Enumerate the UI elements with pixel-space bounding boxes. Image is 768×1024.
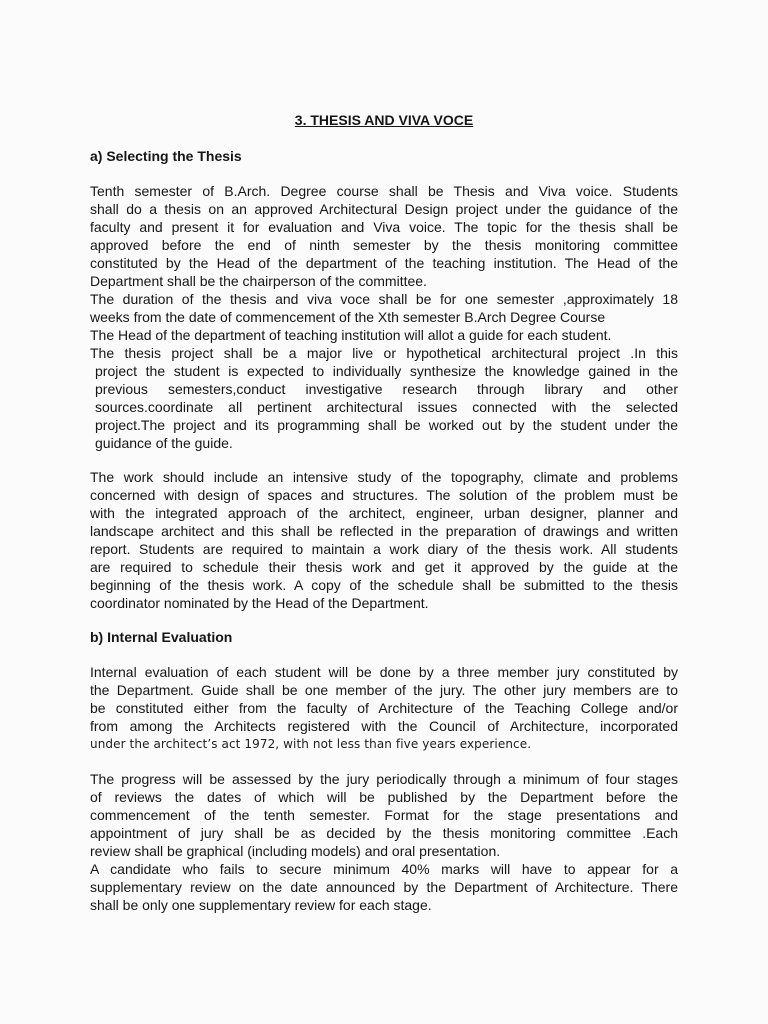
text-line: review shall be graphical (including models) and oral presentation. (90, 843, 501, 859)
text-line: appointment of jury shall be as decided by the thesis monitoring committee .Each (90, 825, 678, 841)
text-line: with the integrated approach of the architect, engineer, urban designer, planner and (90, 505, 678, 521)
section-a-paragraph-5 (90, 468, 678, 612)
text-line: commencement of the tenth semester. Format for the stage presentations and (90, 807, 678, 823)
section-a-paragraph-1 (90, 182, 678, 362)
page-title: 3. THESIS AND VIVA VOCE (294, 112, 474, 128)
text-line: beginning of the thesis work. A copy of the schedule shall be submitted to the thesis (90, 577, 678, 593)
text-line: are required to schedule their thesis work and get it approved by the guide at the (90, 559, 678, 575)
text-line: Internal evaluation of each student will be done by a three member jury constituted by (90, 664, 678, 680)
text-line: The thesis project shall be a major live or hypothetical architectural project .In this (90, 345, 678, 361)
text-line: The work should include an intensive study of the topography, climate and problems (90, 469, 678, 485)
section-b-heading: b) Internal Evaluation (90, 629, 233, 645)
text-line: landscape architect and this shall be reflected in the preparation of drawings and written (90, 523, 678, 539)
text-line: The Head of the department of teaching institution will allot a guide for each student. (90, 327, 612, 343)
text-line: shall be only one supplementary review for each stage. (90, 897, 432, 913)
text-line: project the student is expected to individually synthesize the knowledge gained in the (95, 363, 678, 379)
text-line: weeks from the date of commencement of the Xth semester B.Arch Degree Course (90, 309, 606, 325)
section-a-heading: a) Selecting the Thesis (90, 148, 242, 164)
text-line: the Department. Guide shall be one member of the jury. The other jury members are to (90, 682, 678, 698)
section-b-paragraph-1 (90, 663, 678, 753)
text-line: of reviews the dates of which will be published by the Department before the (90, 789, 678, 805)
text-line: sources.coordinate all pertinent architectural issues connected with the selected (95, 399, 678, 415)
text-line: guidance of the guide. (95, 435, 233, 451)
text-line: The duration of the thesis and viva voce shall be for one semester ,approximately 18 (90, 291, 678, 307)
section-a-paragraph-4 (95, 362, 678, 452)
text-line: Tenth semester of B.Arch. Degree course shall be Thesis and Viva voice. Students (90, 183, 678, 199)
text-line: faculty and present it for evaluation and Viva voice. The topic for the thesis shall be (90, 219, 678, 235)
text-line: A candidate who fails to secure minimum 40% marks will have to appear for a (90, 861, 678, 877)
text-line: report. Students are required to maintain a work diary of the thesis work. All students (90, 541, 678, 557)
text-line: from among the Architects registered with the Council of Architecture, incorporated (90, 718, 678, 734)
text-line: concerned with design of spaces and structures. The solution of the problem must be (90, 487, 678, 503)
text-line: previous semesters,conduct investigative research through library and other (95, 381, 678, 397)
section-b-paragraph-2 (90, 770, 678, 914)
text-line: be constituted either from the faculty of Architecture of the Teaching College and/or (90, 700, 678, 716)
text-line: The progress will be assessed by the jury periodically through a minimum of four stages (90, 771, 678, 787)
text-line: supplementary review on the date announced by the Department of Architecture. There (90, 879, 678, 895)
text-line: Department shall be the chairperson of the committee. (90, 273, 427, 289)
text-line: constituted by the Head of the department of the teaching institution. The Head of the (90, 255, 678, 271)
text-line: shall do a thesis on an approved Architectural Design project under the guidance of the (90, 201, 678, 217)
text-line: coordinator nominated by the Head of the Department. (90, 595, 429, 611)
text-line: under the architect’s act 1972, with not less than five years experience. (90, 737, 532, 751)
text-line: project.The project and its programming shall be worked out by the student under the (95, 417, 678, 433)
text-line: approved before the end of ninth semester by the thesis monitoring committee (90, 237, 678, 253)
